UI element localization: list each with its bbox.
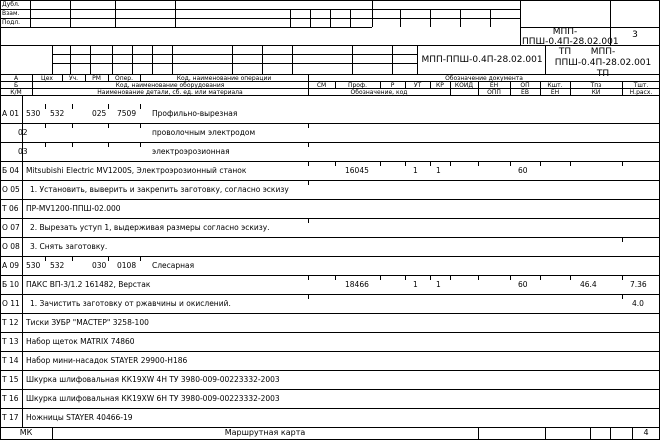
h-rm: РМ bbox=[92, 75, 101, 82]
h-b: Б bbox=[13, 82, 19, 89]
h-km: К/М bbox=[10, 89, 22, 96]
table-row bbox=[0, 237, 660, 256]
h-ceh: Цех bbox=[41, 75, 53, 82]
table-row bbox=[0, 104, 660, 123]
row-code: А 09 bbox=[2, 261, 20, 270]
h-doc: Обозначение документа bbox=[445, 75, 523, 82]
cell-uch: 532 bbox=[50, 261, 65, 270]
h-op: ОП bbox=[520, 82, 530, 89]
doc-code-right: МПП-ППШ-0.4П-28.02.001 ТП bbox=[554, 47, 652, 79]
doc-code-top: МПП-ППШ-0.4П-28.02.001 ТП bbox=[522, 27, 619, 57]
table-row bbox=[0, 351, 660, 370]
doc-code-mid: МПП-ППШ-0.4П-28.02.001 bbox=[421, 55, 543, 65]
table-row bbox=[0, 142, 660, 161]
row-code: Б 04 bbox=[2, 166, 20, 175]
row-text: 2. Вырезать уступ 1, выдерживая размеры согласно эскизу. bbox=[30, 223, 270, 232]
row-code: Т 13 bbox=[2, 337, 19, 346]
cell-ut: 1 bbox=[413, 280, 418, 289]
row-text: Шкурка шлифовальная КК19XW 4Н ТУ 3980-009-00223332-2003 bbox=[26, 375, 280, 384]
row-text: ПАКС ВП-3/1.2 161482, Верстак bbox=[26, 280, 151, 289]
row-code: О 11 bbox=[2, 299, 20, 308]
table-row bbox=[0, 161, 660, 180]
footer-title: Маршрутная карта bbox=[224, 428, 306, 437]
row-text: Набор щеток MATRIX 74860 bbox=[26, 337, 135, 346]
row-text: Тиски ЗУБР "МАСТЕР" 3258-100 bbox=[26, 318, 149, 327]
h-sm: СМ bbox=[316, 82, 327, 89]
row-code: Т 14 bbox=[2, 356, 19, 365]
row-text: Шкурка шлифовальная КК19XW 6Н ТУ 3980-009-00223332-2003 bbox=[26, 394, 280, 403]
row-code: Т 16 bbox=[2, 394, 19, 403]
h-detail: Наименование детали, сб. ед. или материала bbox=[97, 89, 243, 96]
row-code: 02 bbox=[18, 128, 28, 137]
cell-ceh: 530 bbox=[26, 109, 41, 118]
h-kr: КР bbox=[436, 82, 444, 89]
h-a: А bbox=[13, 75, 19, 82]
cell-ut: 1 bbox=[413, 166, 418, 175]
table-row bbox=[0, 294, 660, 313]
cell-kr: 1 bbox=[436, 166, 441, 175]
cell-nrash: 4.0 bbox=[632, 299, 644, 308]
h-en2: ЕН bbox=[550, 89, 560, 96]
h-prof: Проф. bbox=[347, 82, 368, 89]
h-opp: ОПП bbox=[487, 89, 501, 96]
row-code: Т 12 bbox=[2, 318, 19, 327]
h-oper: Опер. bbox=[114, 75, 134, 82]
row-text: 3. Снять заготовку. bbox=[30, 242, 108, 251]
h-equip: Код, наименование оборудования bbox=[115, 82, 225, 89]
table-row bbox=[0, 123, 660, 142]
h-op-name: Код, наименование операции bbox=[176, 75, 272, 82]
row-text: проволочным электродом bbox=[152, 128, 256, 137]
row-text: 1. Зачистить заготовку от ржавчины и окислений. bbox=[30, 299, 231, 308]
cell-prof: 18466 bbox=[345, 280, 369, 289]
row-text: электроэрозионная bbox=[152, 147, 230, 156]
row-text: Набор мини-насадок STAYER 29900-H186 bbox=[26, 356, 188, 365]
h-koid: КОИД bbox=[454, 82, 474, 89]
row-code: Б 10 bbox=[2, 280, 20, 289]
h-tpz: Тпз bbox=[590, 82, 602, 89]
row-text: ПР-MV1200-ППШ-02.000 bbox=[26, 204, 121, 213]
h-kst: Кшт. bbox=[547, 82, 563, 89]
cell-opcode: 0108 bbox=[117, 261, 137, 270]
row-text: 1. Установить, выверить и закрепить заготовку, согласно эскизу bbox=[30, 185, 289, 194]
cell-oper: 025 bbox=[92, 109, 107, 118]
row-text: Профильно-вырезная bbox=[152, 109, 238, 118]
cell-op: 60 bbox=[518, 280, 528, 289]
stamp-label-vzam: Взам. bbox=[2, 10, 20, 17]
table-row bbox=[0, 199, 660, 218]
table-row bbox=[0, 370, 660, 389]
sheet-count: 3 bbox=[632, 30, 638, 40]
h-uch: Уч. bbox=[68, 75, 79, 82]
footer-page: 4 bbox=[643, 428, 649, 437]
footer-form: МК bbox=[19, 428, 33, 437]
table-row bbox=[0, 389, 660, 408]
row-code: 03 bbox=[18, 147, 28, 156]
table-row bbox=[0, 218, 660, 237]
cell-tpz: 46.4 bbox=[580, 280, 597, 289]
h-ev: ЕВ bbox=[521, 89, 529, 96]
row-code: О 05 bbox=[2, 185, 20, 194]
row-code: Т 15 bbox=[2, 375, 19, 384]
cell-op: 60 bbox=[518, 166, 528, 175]
cell-oper: 030 bbox=[92, 261, 107, 270]
cell-prof: 16045 bbox=[345, 166, 369, 175]
row-text: Mitsubishi Electric MV1200S, Электроэрозионный станок bbox=[26, 166, 247, 175]
table-row bbox=[0, 275, 660, 294]
cell-kr: 1 bbox=[436, 280, 441, 289]
h-nrash: Н.расх. bbox=[629, 89, 653, 96]
row-text: Слесарная bbox=[152, 261, 195, 270]
row-code: Т 06 bbox=[2, 204, 19, 213]
table-row bbox=[0, 180, 660, 199]
table-row bbox=[0, 408, 660, 427]
h-ki: КИ bbox=[591, 89, 601, 96]
table-row bbox=[0, 332, 660, 351]
stamp-label-dubl: Дубл. bbox=[2, 1, 20, 8]
row-code: А 01 bbox=[2, 109, 20, 118]
table-row bbox=[0, 256, 660, 275]
h-r: Р bbox=[390, 82, 395, 89]
cell-ceh: 530 bbox=[26, 261, 41, 270]
table-row bbox=[0, 313, 660, 332]
row-code: Т 17 bbox=[2, 413, 19, 422]
h-tsht: Тшт. bbox=[633, 82, 649, 89]
cell-uch: 532 bbox=[50, 109, 65, 118]
cell-opcode: 7509 bbox=[117, 109, 137, 118]
h-ut: УТ bbox=[413, 82, 422, 89]
stamp-label-podl: Подл. bbox=[2, 19, 21, 26]
row-code: О 08 bbox=[2, 242, 20, 251]
h-designation: Обозначение, код bbox=[350, 89, 408, 96]
row-code: О 07 bbox=[2, 223, 20, 232]
row-text: Ножницы STAYER 40466-19 bbox=[26, 413, 133, 422]
h-en: ЕН bbox=[489, 82, 499, 89]
cell-tsht: 7.36 bbox=[630, 280, 647, 289]
